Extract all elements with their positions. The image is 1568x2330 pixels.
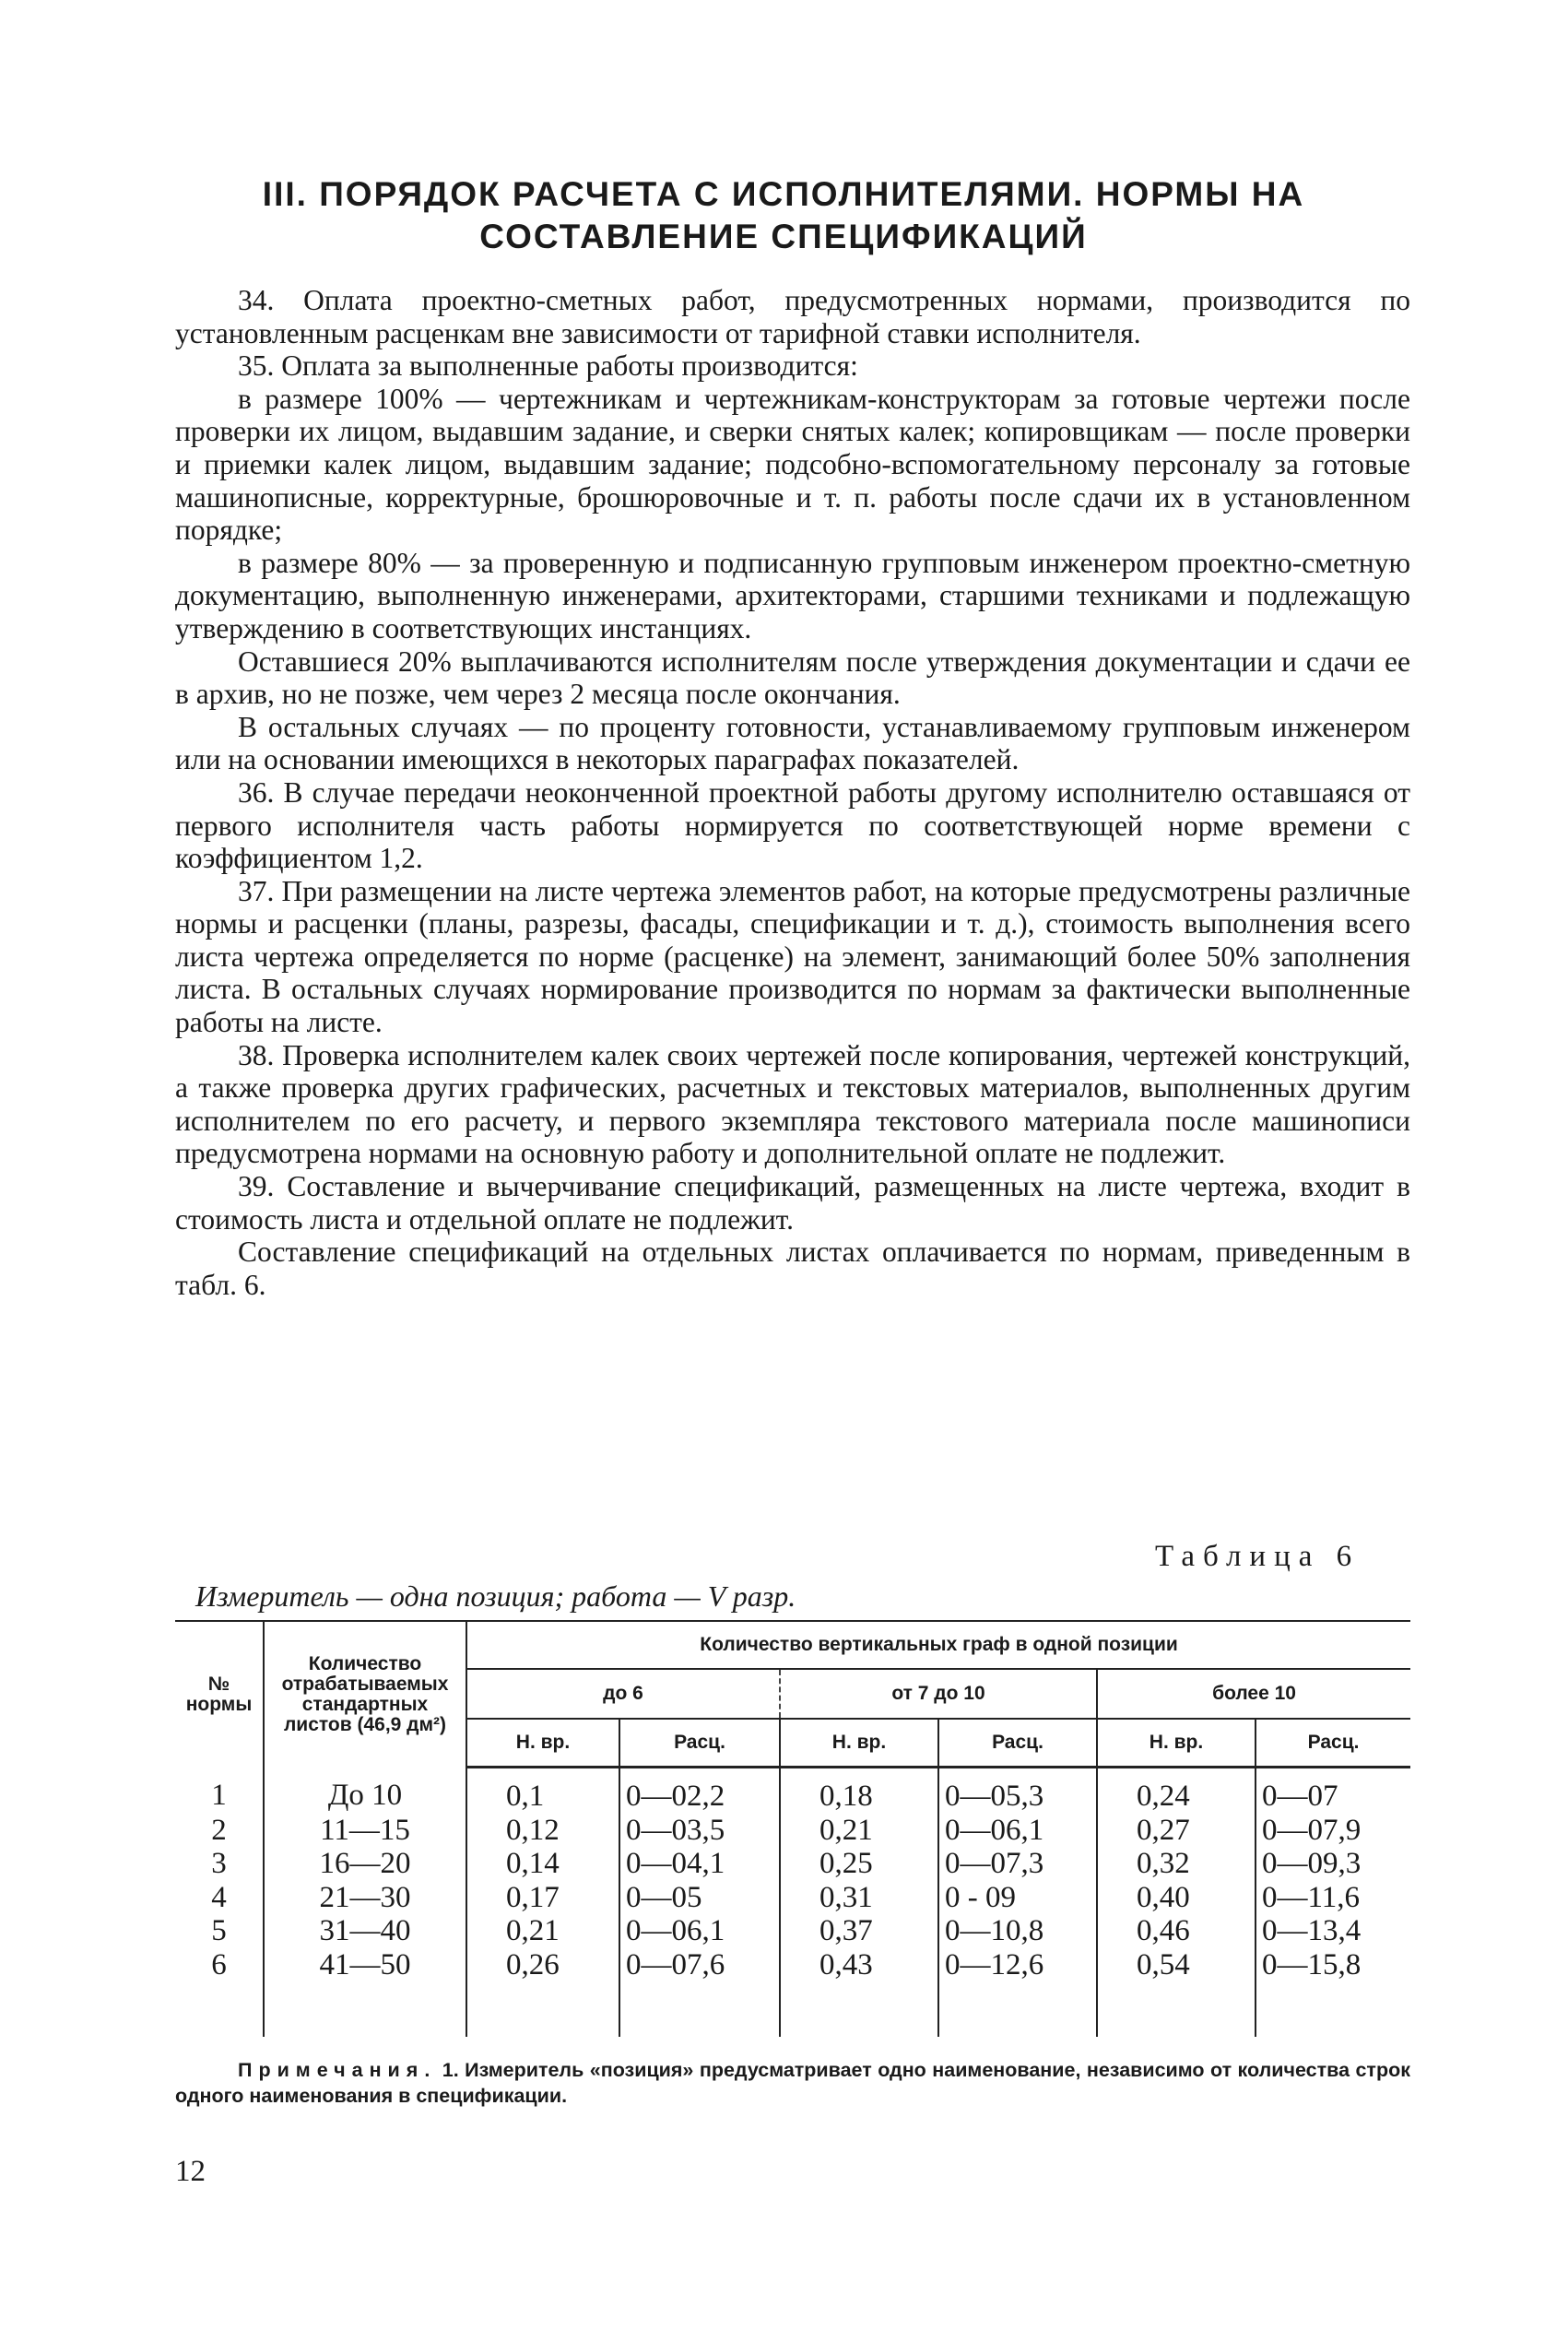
cell-time-norm: 0,18 <box>780 1768 938 1814</box>
header-rate: Расц. <box>619 1719 780 1768</box>
header-range-over-10: более 10 <box>1097 1669 1410 1719</box>
cell-norm-number: 5 <box>211 1914 227 1947</box>
cell-time-norm: 0,24 <box>1097 1768 1256 1814</box>
cell-norm-number: 3 <box>211 1847 227 1880</box>
cell-time-norm: 0,12 <box>466 1814 619 1848</box>
header-rate: Расц. <box>938 1719 1097 1768</box>
cell-rate: 0—06,1 <box>619 1914 780 1948</box>
cell-norm-number: 4 <box>211 1880 227 1914</box>
table-row <box>175 1814 1410 1848</box>
cell-sheet-count: 31—40 <box>264 1914 466 1948</box>
cell-time-norm: 0,26 <box>466 1948 619 2038</box>
cell-sheet-count: 41—50 <box>264 1948 466 2038</box>
paragraph-35-remaining-20: Оставшиеся 20% выплачиваются исполнителям после утверждения документации и сдачи ее в архив, но не позже, чем через 2 месяца после окончания. <box>175 645 1410 711</box>
section-heading-line-2: СОСТАВЛЕНИЕ СПЕЦИФИКАЦИЙ <box>479 218 1088 255</box>
header-column-group: Количество вертикальных граф в одной позиции <box>466 1621 1410 1669</box>
header-time-norm: Н. вр. <box>466 1719 619 1768</box>
section-heading-line-1: III. ПОРЯДОК РАСЧЕТА С ИСПОЛНИТЕЛЯМИ. НОРМЫ НА <box>262 175 1305 213</box>
paragraph-35-100-percent: в размере 100% — чертежникам и чертежникам-конструкторам за готовые чертежи после проверки их лицом, выдавшим задание, и сверки снятых калек; копировщикам — после проверки и приемки калек лицом, выдавшим задание; подсобно-вспомогательному персоналу за готовые машинописные, корректурные, брошюровочные и т. п. работы после сдачи их в установленном порядке; <box>175 382 1410 547</box>
cell-sheet-count: 21—30 <box>264 1881 466 1915</box>
table-row <box>175 1914 1410 1948</box>
paragraph-34: 34. Оплата проектно-сметных работ, предусмотренных нормами, производится по установленным расценкам вне зависимости от тарифной ставки исполнителя. <box>175 284 1410 349</box>
header-rate: Расц. <box>1256 1719 1410 1768</box>
paragraph-35: 35. Оплата за выполненные работы производится: <box>238 349 858 383</box>
norms-table <box>175 1620 1410 2037</box>
cell-rate: 0 - 09 <box>938 1881 1097 1915</box>
meter-line: Измеритель — одна позиция; работа — V разр. <box>195 1579 796 1613</box>
cell-time-norm: 0,17 <box>466 1881 619 1915</box>
cell-norm-number: 6 <box>211 1947 227 1981</box>
cell-rate: 0—07,9 <box>1256 1814 1410 1848</box>
header-range-7-to-10: от 7 до 10 <box>780 1669 1097 1719</box>
cell-time-norm: 0,14 <box>466 1847 619 1881</box>
notes-label: Примечания. <box>238 2059 437 2081</box>
header-time-norm: Н. вр. <box>780 1719 938 1768</box>
table-row <box>175 1847 1410 1881</box>
cell-rate: 0—11,6 <box>1256 1881 1410 1915</box>
cell-time-norm: 0,27 <box>1097 1814 1256 1848</box>
table-notes <box>175 2057 1410 2109</box>
cell-rate: 0—13,4 <box>1256 1914 1410 1948</box>
cell-rate: 0—12,6 <box>938 1948 1097 2038</box>
cell-sheet-count: До 10 <box>264 1768 466 1814</box>
cell-rate: 0—02,2 <box>619 1768 780 1814</box>
cell-rate: 0—03,5 <box>619 1814 780 1848</box>
cell-rate: 0—05 <box>619 1881 780 1915</box>
cell-sheet-count: 16—20 <box>264 1847 466 1881</box>
body-text <box>175 284 1410 1301</box>
cell-norm-number: 1 <box>211 1778 227 1812</box>
cell-time-norm: 0,46 <box>1097 1914 1256 1948</box>
header-sheet-count: Количество отрабатываемых стандартных листов (46,9 дм²) <box>264 1621 466 1768</box>
cell-time-norm: 0,54 <box>1097 1948 1256 2038</box>
paragraph-39-separate-sheets: Составление спецификаций на отдельных листах оплачивается по нормам, приведенным в табл. 6. <box>175 1236 1410 1301</box>
header-time-norm: Н. вр. <box>1097 1719 1256 1768</box>
cell-time-norm: 0,32 <box>1097 1847 1256 1881</box>
paragraph-36: 36. В случае передачи неоконченной проектной работы другому исполнителю оставшаяся от первого исполнителя часть работы нормируется по соответствующей норме времени с коэффициентом 1,2. <box>175 775 1410 875</box>
paragraph-35-80-percent: в размере 80% — за проверенную и подписанную групповым инженером проектно-сметную документацию, выполненную инженерами, архитекторами, старшими техниками и подлежащую утверждению в соответствующих инстанциях. <box>175 546 1410 645</box>
cell-time-norm: 0,25 <box>780 1847 938 1881</box>
table-caption: Таблица 6 <box>1155 1540 1361 1573</box>
header-range-up-to-6: до 6 <box>466 1669 780 1719</box>
cell-time-norm: 0,21 <box>780 1814 938 1848</box>
cell-time-norm: 0,37 <box>780 1914 938 1948</box>
cell-time-norm: 0,31 <box>780 1881 938 1915</box>
paragraph-39: 39. Составление и вычерчивание спецификаций, размещенных на листе чертежа, входит в стоимость листа и отдельной оплате не подлежит. <box>175 1170 1410 1236</box>
cell-norm-number: 2 <box>211 1813 227 1847</box>
cell-rate: 0—04,1 <box>619 1847 780 1881</box>
notes-text: 1. Измеритель «позиция» предусматривает одно наименование, независимо от количества строк одного наименования в спецификации. <box>175 2059 1410 2107</box>
table-row <box>175 1768 1410 1814</box>
cell-rate: 0—07,6 <box>619 1948 780 2038</box>
cell-sheet-count: 11—15 <box>264 1814 466 1848</box>
table-row <box>175 1881 1410 1915</box>
cell-rate: 0—07 <box>1256 1768 1410 1814</box>
paragraph-35-other-cases: В остальных случаях — по проценту готовности, устанавливаемому групповым инженером или на основании имеющихся в некоторых параграфах показателей. <box>175 710 1410 776</box>
cell-rate: 0—15,8 <box>1256 1948 1410 2038</box>
paragraph-38: 38. Проверка исполнителем калек своих чертежей после копирования, чертежей конструкций, а также проверка других графических, расчетных и текстовых материалов, выполненных другим исполнителем по его расчету, и первого экземпляра текстового материала после машинописи предусмотрена нормами на основную работу и дополнительной оплате не подлежит. <box>175 1038 1410 1170</box>
header-norm-number: № нормы <box>175 1621 264 1768</box>
table-row <box>175 1948 1410 2038</box>
page-number: 12 <box>175 2155 206 2188</box>
cell-rate: 0—09,3 <box>1256 1847 1410 1881</box>
cell-rate: 0—07,3 <box>938 1847 1097 1881</box>
section-heading <box>166 173 1401 258</box>
cell-time-norm: 0,43 <box>780 1948 938 2038</box>
cell-rate: 0—05,3 <box>938 1768 1097 1814</box>
cell-time-norm: 0,21 <box>466 1914 619 1948</box>
cell-time-norm: 0,40 <box>1097 1881 1256 1915</box>
cell-rate: 0—10,8 <box>938 1914 1097 1948</box>
cell-time-norm: 0,1 <box>466 1768 619 1814</box>
cell-rate: 0—06,1 <box>938 1814 1097 1848</box>
paragraph-37: 37. При размещении на листе чертежа элементов работ, на которые предусмотрены различные нормы и расценки (планы, разрезы, фасады, спецификации и т. д.), стоимость выполнения всего листа чертежа определяется по норме (расценке) на элемент, занимающий более 50% заполнения листа. В остальных случаях нормирование производится по нормам за фактически выполненные работы на листе. <box>175 874 1410 1039</box>
